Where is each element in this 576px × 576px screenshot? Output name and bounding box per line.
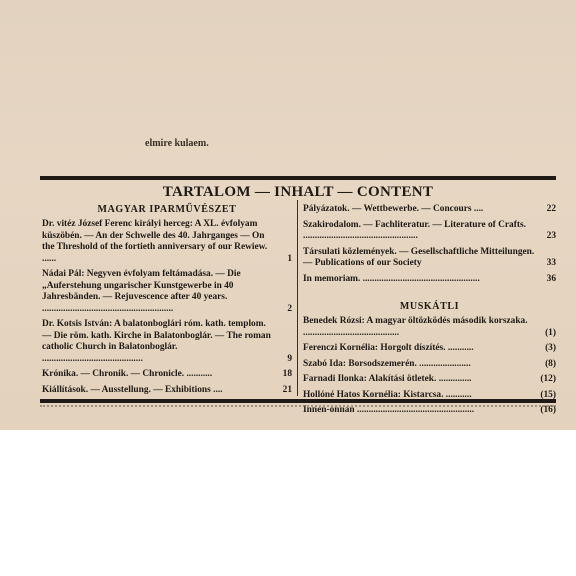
section-heading-magyar-iparmuveszet: MAGYAR IPARMŰVÉSZET [97, 204, 237, 215]
toc-entry[interactable] [42, 385, 292, 397]
toc-entry-page: (3) [545, 343, 556, 353]
section-heading-muskatli: MUSKÁTLI [399, 301, 460, 312]
next-section-fragment [40, 405, 556, 415]
toc-entry-page: 1 [287, 253, 292, 264]
toc-entry[interactable] [303, 204, 556, 216]
toc-entry[interactable] [303, 343, 556, 355]
toc-entry-text: Benedek Rózsi: A magyar öltözködés második korszaka. ......................................... [303, 316, 528, 338]
right-column [303, 204, 556, 421]
toc-entry-page: (15) [540, 389, 556, 400]
toc-entry[interactable] [42, 219, 292, 265]
toc-entry-text: Társulati közlemények. — Gesellschaftliche Mitteilungen. — Publications of our Society [303, 246, 535, 268]
toc-entry[interactable] [303, 359, 556, 371]
toc-entry[interactable] [303, 316, 556, 339]
top-rule [40, 176, 556, 180]
toc-entry[interactable] [303, 374, 556, 386]
left-column [42, 204, 292, 400]
toc-entry-page: (12) [540, 374, 556, 384]
toc-entry-text: Ferenczi Kornélia: Horgolt díszítés. ........... [303, 343, 474, 353]
toc-entry-text: Krónika. — Chronik. — Chronicle. ........... [42, 369, 213, 379]
toc-entry-text: Nádai Pál: Negyven évfolyam feltámadása. — Die „Auferstehung ungarischer Kunstgewerbe in 40 Jahresbänden. — Rejuvescence after 40 years. ........................................................ [42, 269, 241, 314]
toc-entry[interactable] [303, 274, 556, 286]
toc-entry-text: Dr. Kotsis István: A balatonboglári róm. kath. templom. — Die röm. kath. Kirche in Balatonboglár. — The roman catholic Church in Balatonboglár. ........................................... [42, 319, 271, 364]
toc-entry-text: Szakirodalom. — Fachliteratur. — Literature of Crafts. ................................................. [303, 219, 526, 241]
toc-entry-page: 2 [287, 303, 292, 314]
toc-entry-text: Szabó Ida: Borsodszemerén. ...................... [303, 358, 471, 369]
toc-entry[interactable] [303, 220, 556, 243]
toc-entry-page: (1) [545, 327, 556, 338]
bottom-rule [40, 399, 556, 403]
toc-entry-text: Farnadi Ilonka: Alakítási ötletek. .............. [303, 374, 472, 384]
previous-page-fragment: elmire kulaem. [145, 138, 209, 149]
toc-entry[interactable] [303, 247, 556, 270]
toc-entry[interactable] [42, 369, 292, 381]
column-divider [297, 200, 298, 396]
toc-entry-page: 9 [287, 353, 292, 364]
toc-entry-text: Dr. vitéz József Ferenc királyi herceg: A XL. évfolyam küszöbén. — An der Schwelle des 40. Jahrganges — On the Threshold of the fortieth anniversary of our Rewiew. ...... [42, 219, 268, 264]
toc-entry-page: (16) [540, 405, 556, 415]
toc-entry-text: Kiállítások. — Ausstellung. — Exhibitions .... [42, 384, 223, 395]
toc-entry-page: 36 [546, 273, 556, 284]
toc-entry-page: 21 [282, 384, 292, 395]
toc-entry[interactable] [42, 269, 292, 315]
toc-entry-text: Pályázatok. — Wettbewerbe. — Concours .... [303, 204, 484, 214]
toc-entry-page: 22 [546, 204, 556, 214]
toc-entry-page: 23 [546, 231, 556, 241]
toc-entry-text: Innen-onnan .................................................. [303, 405, 475, 415]
toc-entry-page: 18 [282, 369, 292, 379]
toc-entry-text: Hollóné Hatos Kornélia: Kistarcsa. ........... [303, 389, 472, 400]
contents-title: TARTALOM — INHALT — CONTENT [162, 184, 434, 200]
toc-entry[interactable] [42, 319, 292, 365]
toc-entry-text: In memoriam. .................................................. [303, 273, 480, 284]
toc-entry-page: 33 [546, 258, 556, 268]
spacer [303, 289, 556, 301]
toc-entry-page: (8) [545, 358, 556, 369]
